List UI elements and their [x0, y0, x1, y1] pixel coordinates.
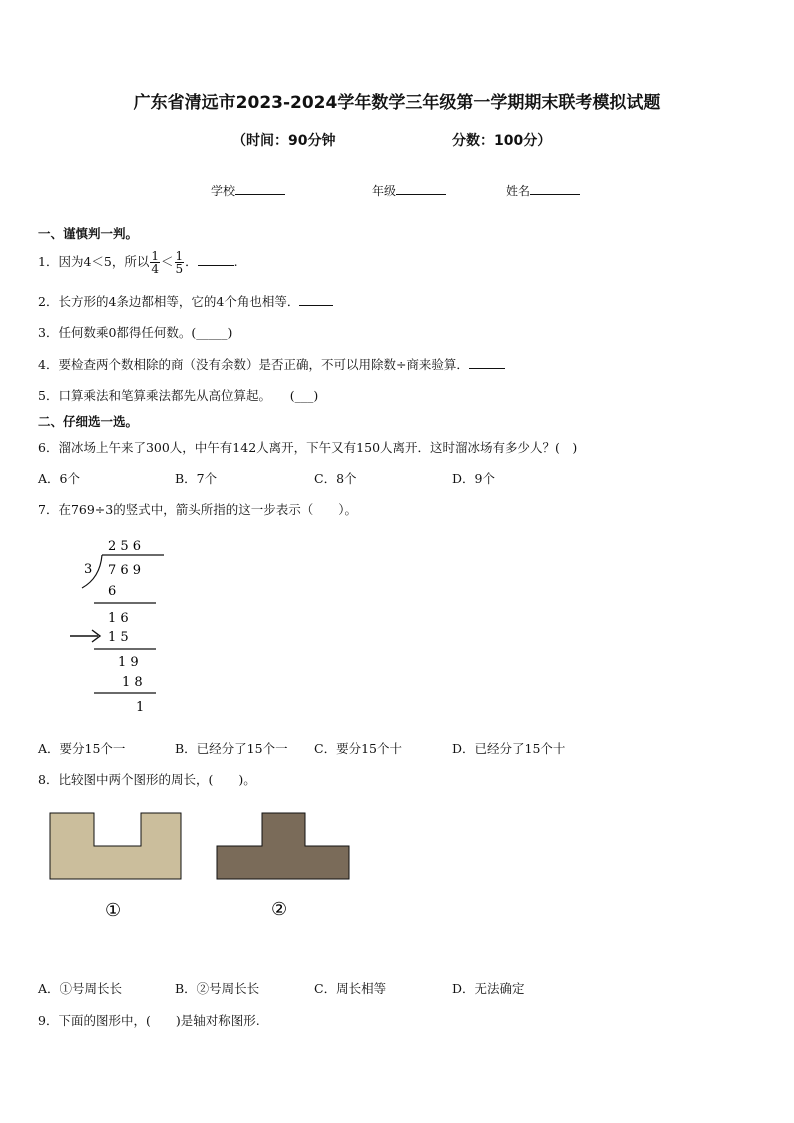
- question-2: [38, 292, 333, 310]
- q6-option-d[interactable]: D．9个: [452, 471, 495, 486]
- section-2-title: 二、仔细选一选。: [38, 414, 139, 429]
- shape-1-label: ①: [105, 900, 122, 921]
- division-divisor: 3: [84, 562, 93, 577]
- division-step-2: 1 6: [108, 611, 129, 626]
- division-step-5: 1 8: [122, 675, 143, 690]
- question-3: 3．任何数乘0都得任何数。(_____): [38, 325, 233, 340]
- q8-option-b[interactable]: B．②号周长长: [175, 981, 260, 996]
- fraction-1-5: [175, 250, 185, 275]
- grade-field[interactable]: [372, 182, 446, 199]
- division-quotient: 2 5 6: [108, 539, 142, 554]
- question-9: 9．下面的图形中，( )是轴对称图形.: [38, 1013, 260, 1028]
- grade-blank[interactable]: [396, 182, 446, 195]
- q6-option-c[interactable]: C．8个: [314, 471, 357, 486]
- name-blank[interactable]: [530, 182, 580, 195]
- school-field[interactable]: [211, 182, 285, 199]
- question-8: 8．比较图中两个图形的周长，( )。: [38, 772, 256, 787]
- division-step-4: 1 9: [118, 655, 139, 670]
- fraction-numerator: 1: [151, 249, 159, 263]
- perimeter-shapes-figure: [40, 805, 370, 930]
- question-5: 5．口算乘法和笔算乘法都先从高位算起。 (___): [38, 388, 319, 403]
- q4-text: 4．要检查两个数相除的商（没有余数）是否正确，不可以用除数÷商来验算．: [38, 357, 469, 372]
- q7-option-b[interactable]: B．已经分了15个一: [175, 741, 288, 756]
- question-4: [38, 355, 505, 373]
- school-blank[interactable]: [235, 182, 285, 195]
- q8-option-a[interactable]: A．①号周长长: [38, 981, 123, 996]
- q2-text: 2．长方形的4条边都相等，它的4个角也相等．: [38, 294, 300, 309]
- name-field[interactable]: [506, 182, 580, 199]
- shape-2-t: [217, 813, 349, 879]
- division-remainder: 1: [136, 700, 145, 715]
- section-1-title: 一、谨慎判一判。: [38, 226, 139, 241]
- q1-text: 1．因为4＜5，所以: [38, 254, 150, 269]
- school-label: 学校: [211, 184, 236, 198]
- question-1: 1．因为4＜5，所以 $\frac{1}{4}$ ＜ $\frac{1}{5}$ ． .: [38, 249, 238, 276]
- shape-2-label: ②: [271, 899, 288, 920]
- page-title: 广东省清远市2023-2024学年数学三年级第一学期期末联考模拟试题: [133, 93, 661, 113]
- q8-option-d[interactable]: D．无法确定: [452, 981, 525, 996]
- q7-option-c[interactable]: C．要分15个十: [314, 741, 402, 756]
- division-dividend: 7 6 9: [108, 563, 142, 578]
- exam-score: 分数：100分）: [452, 133, 552, 149]
- fraction-numerator: 1: [175, 249, 184, 263]
- q6-option-b[interactable]: B．7个: [175, 471, 218, 486]
- answer-blank-1[interactable]: [198, 253, 234, 266]
- long-division-figure: [60, 530, 190, 720]
- fraction-denominator: 4: [151, 262, 159, 276]
- less-than-sign: ＜: [161, 254, 174, 269]
- q8-option-c[interactable]: C．周长相等: [314, 981, 387, 996]
- shape-1-u: [50, 813, 181, 879]
- answer-blank-2[interactable]: [299, 293, 333, 306]
- name-label: 姓名: [506, 184, 531, 198]
- grade-label: 年级: [372, 184, 397, 198]
- division-step-3: 1 5: [108, 630, 129, 645]
- question-6: 6．溜冰场上午来了300人，中午有142人离开，下午又有150人离开．这时溜冰场有多少人？( ): [38, 440, 578, 455]
- q7-option-a[interactable]: A．要分15个一: [38, 741, 126, 756]
- fraction-1-4: [150, 250, 160, 275]
- question-7: 7．在769÷3的竖式中，箭头所指的这一步表示（ ）。: [38, 502, 357, 517]
- division-step-1: 6: [108, 584, 117, 599]
- fraction-denominator: 5: [175, 262, 184, 276]
- q6-option-a[interactable]: A．6个: [38, 471, 80, 486]
- q1-punct: ．: [185, 254, 198, 269]
- exam-time: （时间：90分钟: [232, 133, 336, 149]
- answer-blank-4[interactable]: [469, 356, 505, 369]
- q7-option-d[interactable]: D．已经分了15个十: [452, 741, 566, 756]
